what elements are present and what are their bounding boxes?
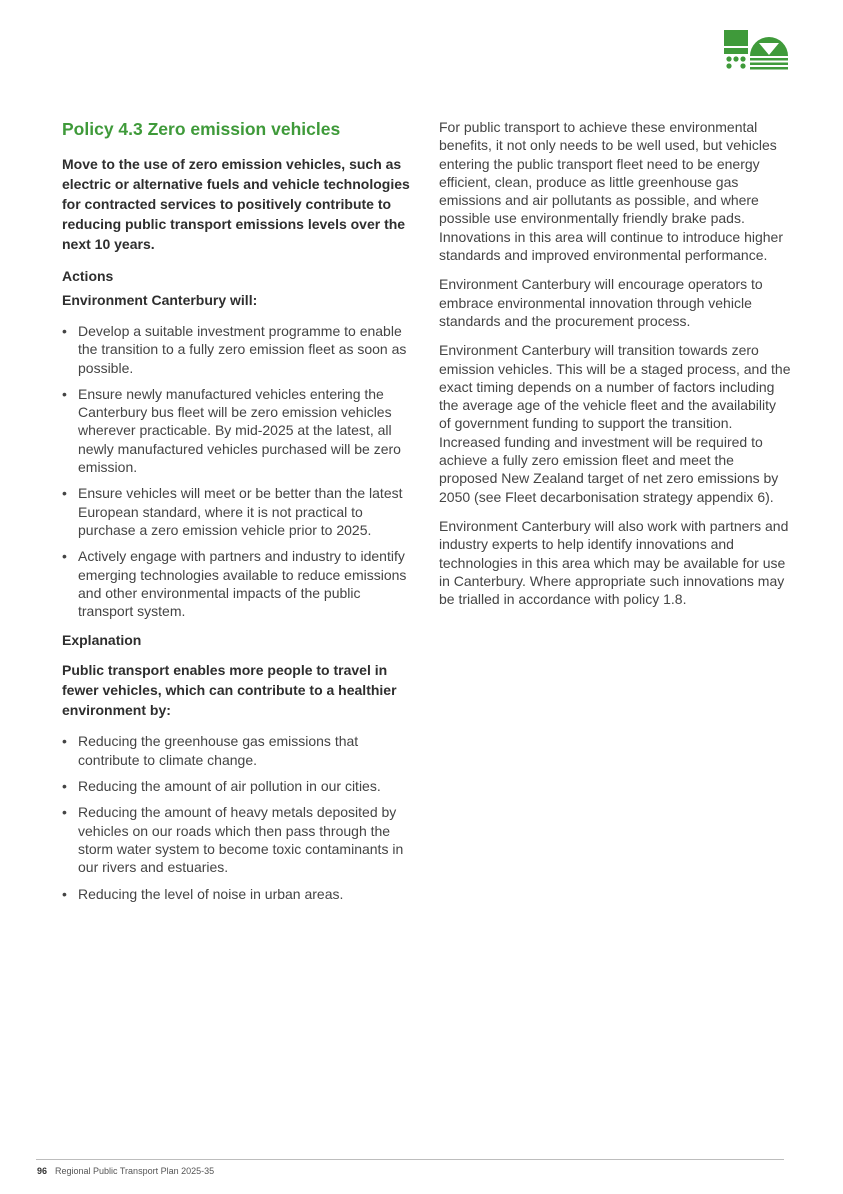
bus-logo-icon <box>722 26 788 70</box>
list-item: • Reducing the greenhouse gas emissions that contribute to climate change. <box>62 732 412 769</box>
paragraph: Environment Canterbury will encourage operators to embrace environmental innovation through vehicle standards and the procurement process. <box>439 276 763 329</box>
footer-divider <box>36 1159 784 1160</box>
right-column <box>439 118 791 619</box>
actions-heading: Actions <box>62 268 114 284</box>
paragraph: Environment Canterbury will transition towards zero emission vehicles. This will be a staged process, and the exact timing depends on a number of factors including the average age of the vehicle fleet and the availability of government funding to support the transition. Increased funding and investment will be required to achieve a fully zero emission fleet and meet the proposed New Zealand target of net zero emissions by 2050 (see Fleet decarbonisation strategy appendix 6). <box>439 342 791 505</box>
left-column <box>62 118 412 913</box>
actions-subheading: Environment Canterbury will: <box>62 292 258 308</box>
list-item: • Actively engage with partners and industry to identify emerging technologies available to reduce emissions and other environmental impacts of the public transport system. <box>62 547 412 620</box>
explanation-heading: Explanation <box>62 632 142 649</box>
list-item: • Reducing the amount of heavy metals deposited by vehicles on our roads which then pass through the storm water system to become toxic contaminants in our rivers and estuaries. <box>62 803 412 876</box>
explanation-list <box>62 732 412 902</box>
paragraph: Environment Canterbury will also work with partners and industry experts to help identify innovations and technologies in this area which may be available for use in Canterbury. Where appropriate such innovations may be trialled in accordance with policy 1.8. <box>439 517 789 608</box>
actions-list <box>62 322 412 620</box>
policy-heading: Policy 4.3 Zero emission vehicles <box>62 119 341 139</box>
list-item: • Reducing the level of noise in urban areas. <box>62 885 412 903</box>
list-item: • Ensure vehicles will meet or be better than the latest European standard, where it is not practical to purchase a zero emission vehicle prior to 2025. <box>62 484 412 539</box>
page-footer <box>37 1165 214 1177</box>
explanation-lead: Public transport enables more people to travel in fewer vehicles, which can contribute to a healthier environment by: <box>62 662 397 719</box>
list-item: • Reducing the amount of air pollution in our cities. <box>62 777 412 795</box>
list-item: • Develop a suitable investment programme to enable the transition to a fully zero emission fleet as soon as possible. <box>62 322 412 377</box>
document-title: Regional Public Transport Plan 2025-35 <box>55 1166 215 1176</box>
paragraph: For public transport to achieve these environmental benefits, it not only needs to be well used, but vehicles entering the public transport fleet need to be energy efficient, clean, produce as little greenhouse gas emissions and air pollutants as possible, and where possible use environmentally friendly brake pads. Innovations in this area will continue to introduce higher standards and improved environmental performance. <box>439 119 783 264</box>
page-number: 96 <box>37 1166 48 1176</box>
list-item: • Ensure newly manufactured vehicles entering the Canterbury bus fleet will be zero emission vehicles wherever practicable. By mid-2025 at the latest, all newly manufactured vehicles purchased will be zero emission. <box>62 385 412 476</box>
policy-lead: Move to the use of zero emission vehicles, such as electric or alternative fuels and vehicle technologies for contracted services to positively contribute to reducing public transport emissions levels over the next 10 years. <box>62 156 410 252</box>
